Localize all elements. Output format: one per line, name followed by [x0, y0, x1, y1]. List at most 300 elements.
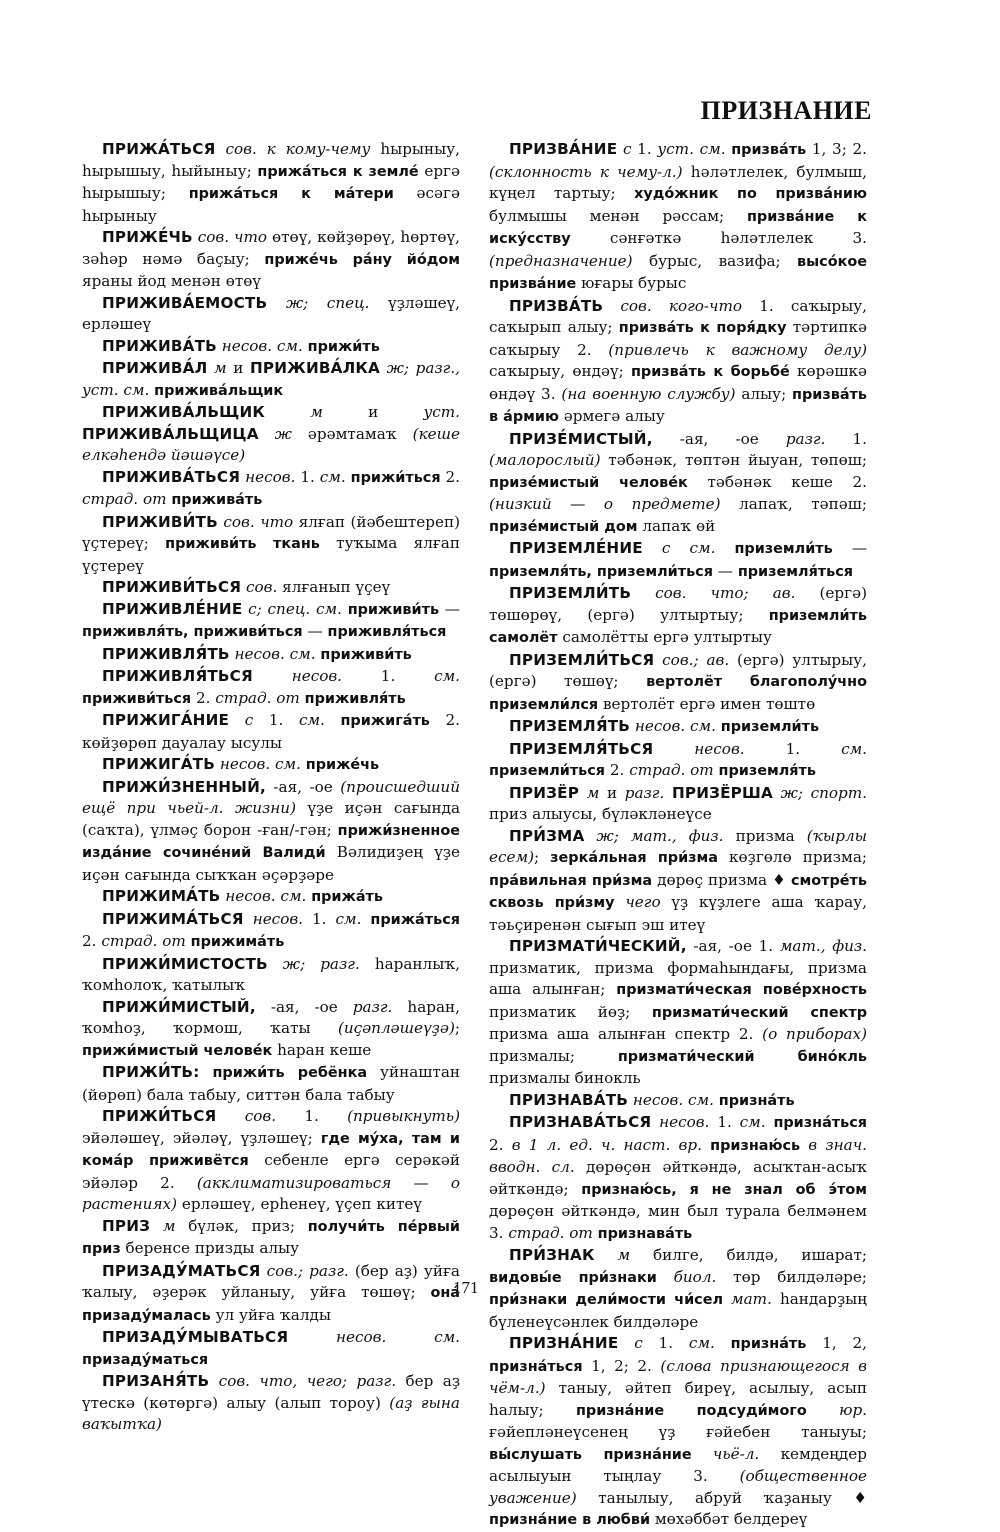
grammar-label: ж; разг., уст. см. — [82, 359, 460, 399]
translation-text: вертолёт ергә имен төштө — [598, 694, 816, 713]
headword: ПРИЗЕМЛЕ́НИЕ — [509, 539, 643, 557]
translation-text: 2. — [191, 688, 216, 707]
dictionary-entry — [489, 538, 867, 583]
example-phrase: приживи́ть — [320, 646, 412, 663]
translation-text: себенле ергә серәкәй эйәләр 2. — [82, 1151, 460, 1192]
grammar-label: в 1 л. ед. ч. наст. вр. — [511, 1135, 711, 1154]
translation-text: үҙ күҙлеге аша ҡарау, тәьҫиренән сығып эш итеү — [489, 893, 867, 934]
grammar-label: в знач. вводн. сл. — [489, 1135, 867, 1176]
grammar-label: (привлечь к важному делу) — [608, 340, 867, 359]
headword: ПРИЖИ́ТЬСЯ — [102, 1107, 217, 1125]
translation-text: ғәйепләнеүсенең үҙ ғәйебен таныуы; — [489, 1423, 867, 1441]
grammar-label: (ҡырлы есем) — [489, 826, 867, 866]
example-phrase: прижа́ться — [370, 911, 460, 928]
translation-text: һәләтлелек, булмыш, күңел тартыу; — [489, 162, 867, 202]
headword: ПРИЖИ́МИСТЫЙ, — [102, 997, 256, 1016]
grammar-label: ж; спорт. — [772, 783, 868, 802]
dictionary-entry — [82, 467, 460, 512]
grammar-label: несов. см. — [628, 1090, 719, 1109]
headword: ПРИЖИВА́ЛЬЩИК — [102, 403, 266, 421]
headword: ПРИЖЕ́ЧЬ — [102, 228, 193, 246]
headword: ПРИЗНА́НИЕ — [509, 1334, 619, 1352]
translation-text: 1. — [717, 1113, 740, 1131]
example-phrase: пра́вильная при́зма — [489, 872, 653, 889]
dictionary-entry — [82, 886, 460, 909]
translation-text: 1, 2, — [806, 1334, 867, 1352]
translation-text: кемдеңдер асылыуын тыңлау 3. — [489, 1444, 867, 1485]
left-column — [82, 139, 460, 1436]
translation-text: көҙгөлө призма; — [718, 848, 867, 866]
translation-text: лапаҡ, тәпәш; — [739, 495, 867, 513]
translation-text: көрәшкә өндәү 3. — [489, 362, 867, 403]
grammar-label: несов. — [252, 667, 381, 685]
dictionary-entry — [82, 336, 460, 359]
example-phrase: приземли́ть самолёт — [489, 607, 867, 646]
dictionary-entry — [489, 296, 867, 429]
headword: ПРИЖА́ТЬСЯ — [102, 140, 216, 158]
example-phrase: видовы́е при́знаки — [489, 1269, 657, 1286]
headword: ПРИЖИ́МИСТОСТЬ — [102, 954, 268, 973]
grammar-label: см. — [739, 1113, 774, 1131]
grammar-label: несов. — [651, 1113, 718, 1131]
translation-text: ; — [534, 848, 551, 866]
grammar-label: ж; мат., физ. — [584, 826, 736, 845]
translation-text: бер аҙ үтескә (көтөргә) алыу (алып тороу) — [82, 1372, 460, 1412]
grammar-label: ж; разг. — [267, 954, 375, 973]
translation-text: — — [439, 599, 461, 618]
translation-text: призмалы; — [489, 1046, 618, 1065]
headword: ПРИЖИВА́ТЬСЯ — [102, 467, 241, 486]
headword: ПРИЗНАВА́ТЬСЯ — [509, 1113, 652, 1131]
grammar-label: (общественное уважение) — [489, 1467, 867, 1507]
translation-text: 1. — [658, 1334, 689, 1352]
grammar-label: с — [618, 1334, 659, 1352]
grammar-label: (предназначение) — [489, 251, 649, 270]
grammar-label: несов. см. — [630, 717, 721, 735]
translation-text: 2. — [605, 761, 630, 779]
dictionary-entry — [82, 1106, 460, 1216]
dictionary-entry — [82, 139, 460, 227]
translation-text: өтөү, көйҙөрөү, һөртөү, зәһәр нәмә баҫыу; — [82, 228, 460, 268]
translation-text: призма — [735, 826, 807, 845]
translation-text: приз алыусы, бүләкләнеүсе — [489, 805, 712, 823]
dictionary-entry — [82, 577, 460, 599]
headword: ПРИЖИ́ТЬ: — [102, 1063, 200, 1081]
translation-text: сәнғәткә һәләтлелек 3. — [570, 229, 867, 247]
translation-text: 1. — [785, 739, 842, 758]
grammar-label: несов. см. — [216, 336, 308, 355]
translation-text: 1. — [300, 467, 320, 486]
grammar-label: несов. см. — [288, 1328, 460, 1346]
example-phrase: приживи́ть ткань — [165, 536, 320, 552]
translation-text: ; — [454, 1019, 460, 1037]
example-phrase: признаю́сь, я не знал об э́том — [581, 1181, 867, 1198]
running-header: ПРИЗНАНИЕ — [700, 96, 872, 125]
headword: ПРИЗЕМЛЯ́ТЬСЯ — [509, 739, 654, 758]
grammar-label: м — [207, 359, 234, 377]
grammar-label: разг. — [624, 783, 672, 802]
dictionary-entry — [82, 644, 460, 667]
example-phrase: призна́ться — [773, 1115, 867, 1131]
example-phrase: призе́мистый челове́к — [489, 474, 688, 491]
grammar-label: (слова признающегося в чём-л.) — [489, 1356, 867, 1397]
grammar-label: ж — [258, 424, 308, 443]
example-phrase: получи́ть пе́рвый приз — [82, 1218, 461, 1257]
grammar-label: страд. от — [215, 688, 305, 707]
grammar-label: см. — [298, 711, 341, 729]
example-phrase: приземля́ть, приземли́ться — [489, 563, 713, 580]
grammar-label: страд. от — [101, 932, 191, 950]
translation-text: 1. — [637, 140, 658, 158]
dictionary-entry — [489, 139, 867, 296]
grammar-label: сов. что — [217, 512, 299, 531]
grammar-label: м — [150, 1216, 189, 1235]
example-phrase: призмати́ческий спектр — [651, 1004, 868, 1021]
translation-text: и — [233, 359, 250, 377]
grammar-label: юр. — [806, 1400, 868, 1419]
example-phrase: прижа́ться к земле́ — [257, 163, 419, 180]
translation-text: бүләк, приз; — [188, 1216, 308, 1235]
example-phrase: призва́ние к иску́сству — [489, 208, 868, 247]
example-phrase: призна́ние подсуди́мого — [575, 1402, 807, 1419]
translation-text: алыу; — [741, 384, 793, 403]
translation-text: и — [368, 403, 424, 421]
translation-text: (ергә) төшөрөү, (ергә) ултыртыу; — [489, 584, 867, 624]
translation-text: тәбәнәк, төптән йыуан, төпөш; — [608, 451, 867, 469]
headword: ПРИЖИВА́Л — [102, 359, 208, 377]
example-phrase: призна́ться — [489, 1358, 583, 1375]
dictionary-entry — [82, 1216, 460, 1261]
grammar-label: (привыкнуть) — [347, 1107, 460, 1125]
translation-text: ерләшеү, ерһенеү, үҫеп китеү — [181, 1195, 422, 1213]
grammar-label: несов. см. — [220, 887, 312, 905]
example-phrase: призна́ние в любви́ — [489, 1512, 651, 1528]
translation-text: 1. — [852, 429, 867, 448]
translation-text: ялғап (йәбештереп) үҫтереү; — [82, 512, 460, 552]
translation-text: -ая, -ое 1. — [686, 937, 780, 955]
headword: ПРИЗАНЯ́ТЬ — [102, 1372, 210, 1390]
grammar-label: разг. — [785, 429, 853, 448]
dictionary-entry — [489, 1245, 867, 1333]
translation-text: призматик йөҙ; — [489, 1002, 652, 1021]
grammar-label: см. — [841, 739, 867, 758]
translation-text: (ергә) ултырыу, (ергә) төшөү; — [489, 650, 868, 690]
grammar-label: несов. — [240, 467, 301, 486]
right-column — [489, 139, 867, 1532]
headword: ПРИЗАДУ́МАТЬСЯ — [102, 1261, 261, 1280]
example-phrase: смотре́ть сквозь при́зму — [489, 872, 867, 911]
grammar-label: уст. см. — [657, 140, 732, 158]
headword: ПРИЗНАВА́ТЬ — [509, 1090, 629, 1109]
grammar-label: несов. см. — [215, 755, 306, 773]
translation-text: 2. көйҙөрөп дауалау ысулы — [82, 711, 460, 752]
headword: ПРИ́ЗМА — [509, 826, 585, 845]
grammar-label: м — [265, 403, 369, 421]
grammar-label: чьё-л. — [691, 1444, 781, 1463]
translation-text: 1. — [268, 711, 299, 729]
headword: ПРИЖИВА́ЛЬЩИЦА — [82, 424, 259, 443]
translation-text: призма аша алынған спектр 2. — [489, 1025, 763, 1043]
dictionary-entry — [82, 512, 460, 578]
example-phrase: прижима́ть — [190, 934, 285, 950]
translation-text: һырыныу, һырышыу, һыйыныу; — [82, 140, 460, 180]
headword: ПРИЖИВИ́ТЬ — [102, 512, 218, 531]
dictionary-entry — [82, 1371, 460, 1436]
translation-text: — — [712, 561, 738, 580]
grammar-label: (низкий — о предмете) — [489, 495, 740, 513]
example-phrase: вы́слушать призна́ние — [489, 1446, 692, 1463]
translation-text: булмышы менән рәссам; — [489, 206, 747, 225]
headword: ПРИЖИГА́ТЬ — [102, 755, 216, 773]
headword: ПРИЗЕМЛИ́ТЬ — [509, 584, 632, 602]
example-phrase: прижива́ть — [171, 492, 263, 508]
translation-text: 1. — [380, 667, 435, 685]
example-phrase: она́ призаду́малась — [82, 1285, 460, 1324]
example-phrase: прижи́мистый челове́к — [82, 1042, 273, 1059]
dictionary-entry — [82, 710, 460, 754]
headword: ПРИЗЕМЛИ́ТЬСЯ — [509, 650, 655, 669]
grammar-label: мат. — [723, 1290, 780, 1308]
example-phrase: призва́ть к борьбе́ — [630, 364, 790, 380]
headword: ПРИЗВА́НИЕ — [509, 140, 618, 158]
headword: ПРИЖИВА́ТЬ — [102, 336, 217, 355]
headword: ПРИЗАДУ́МЫВАТЬСЯ — [102, 1328, 289, 1346]
grammar-label: см. — [688, 1334, 731, 1352]
example-phrase: где му́ха, там и кома́р приживётся — [82, 1130, 460, 1169]
example-phrase: прижи́ть — [307, 338, 380, 355]
example-phrase: прижа́ть — [311, 889, 383, 905]
example-phrase: приземли́ть — [734, 541, 833, 557]
example-phrase: высо́кое призва́ние — [489, 253, 867, 292]
headword: ПРИЖИГА́НИЕ — [102, 711, 230, 729]
translation-text: мөхәббәт белдереү — [650, 1510, 808, 1528]
translation-text: төр билдәләре; — [733, 1267, 867, 1286]
headword: ПРИЖИВА́ЕМОСТЬ — [102, 293, 268, 312]
translation-text: самолётты ергә ултыртыу — [557, 628, 772, 646]
dictionary-entry — [82, 666, 460, 710]
grammar-label: м — [579, 783, 607, 802]
grammar-label: (кеше елкәһендә йәшәүсе) — [82, 424, 460, 464]
grammar-label: несов. — [243, 909, 312, 928]
translation-text: әсәгә һырыныу — [82, 184, 460, 225]
headword: ПРИЗЕМЛЯ́ТЬ — [509, 717, 631, 735]
grammar-label: сов. что, чего; разг. — [209, 1372, 406, 1390]
grammar-label: (иҫәпләшеүҙә) — [337, 1019, 455, 1037]
example-phrase: призмати́ческая пове́рхность — [616, 982, 867, 998]
grammar-label: страд. от — [82, 490, 172, 508]
translation-text: ул уйға ҡалды — [210, 1305, 331, 1324]
grammar-label: сов. что — [192, 228, 273, 246]
translation-text: ергә һырышыу; — [82, 161, 461, 202]
translation-text: 2. — [440, 467, 460, 486]
translation-text: — — [832, 539, 868, 557]
dictionary-entry — [82, 1261, 460, 1328]
grammar-label: с см. — [642, 539, 735, 557]
translation-text: уйнаштан (йөрөп) бала табыу, ситтән бала табыу — [82, 1063, 460, 1104]
headword: ПРИЖИВИ́ТЬСЯ — [102, 578, 242, 596]
translation-text: саҡырыу, өндәү; — [489, 362, 631, 380]
grammar-label: с — [229, 711, 269, 729]
dictionary-entry — [489, 1090, 867, 1113]
translation-text: ялғанып үҫеү — [282, 578, 391, 596]
grammar-label: мат., физ. — [779, 937, 867, 955]
translation-text: 2. — [82, 932, 102, 950]
grammar-label: с — [617, 140, 638, 158]
dictionary-entry — [489, 1112, 867, 1245]
example-phrase: приземли́ться — [489, 763, 606, 779]
headword: ПРИЖИВЛЯ́ТЬСЯ — [102, 667, 253, 685]
translation-text: әрәмтамаҡ — [307, 424, 413, 443]
grammar-label: биол. — [656, 1267, 734, 1286]
example-phrase: признаю́сь — [710, 1137, 801, 1154]
grammar-label: сов. что; ав. — [631, 584, 820, 602]
translation-text: һаранлыҡ, ҡомһолоҡ, ҡатылыҡ — [82, 954, 460, 994]
example-phrase: зерка́льная при́зма — [550, 850, 718, 866]
headword: ПРИЗМАТИ́ЧЕСКИЙ, — [509, 937, 687, 955]
example-phrase: призе́мистый дом — [489, 518, 638, 535]
dictionary-entry — [82, 777, 460, 887]
translation-text: дөрөҫөн әйткәндә, мин был турала белмәнем 3. — [489, 1202, 867, 1242]
translation-text: үҙләшеү, ерләшеү — [82, 293, 460, 333]
grammar-label: (малорослый) — [489, 451, 609, 469]
translation-text: тәбәнәк кеше 2. — [687, 472, 867, 491]
headword: ПРИЖИМА́ТЬ — [102, 887, 221, 905]
headword: ПРИЖИ́ЗНЕННЫЙ, — [102, 777, 266, 796]
grammar-label: (происшедший ещё при чьей-л. жизни) — [82, 777, 460, 817]
example-phrase: приземли́ть — [720, 719, 820, 735]
grammar-label: см. — [434, 667, 461, 685]
headword: ПРИЖИВА́ЛКА — [250, 359, 380, 377]
translation-text: бурыс, вазифа; — [648, 251, 798, 270]
example-phrase: прижа́ться к ма́тери — [188, 186, 394, 202]
example-phrase: прижига́ть — [340, 713, 430, 729]
grammar-label: сов.; ав. — [654, 650, 738, 669]
example-phrase: приже́чь — [305, 757, 380, 773]
translation-text: танылыу, абруй ҡаҙаныу ♦ — [598, 1488, 867, 1507]
translation-text: һандарҙың бүленеүсәнлек билдәләре — [489, 1290, 867, 1331]
headword: ПРИ́ЗНАК — [509, 1246, 595, 1264]
translation-text: -ая, -ое — [652, 429, 786, 448]
translation-text: дөрөҫөн әйткәндә, асыҡтан-асыҡ әйткәндә; — [489, 1158, 867, 1198]
translation-text: 1, 2; 2. — [582, 1356, 661, 1375]
translation-text: 1. — [312, 909, 336, 928]
dictionary-entry — [489, 716, 867, 739]
grammar-label: страд. от — [629, 761, 719, 779]
grammar-label: (на военную службу) — [561, 384, 742, 403]
translation-text: таныу, әйтеп биреү, асылыу, асып һалыу; — [489, 1379, 867, 1419]
grammar-label: (акклиматизироваться — о растениях) — [82, 1173, 460, 1213]
translation-text: и — [606, 783, 625, 802]
headword: ПРИЗ — [102, 1216, 151, 1235]
grammar-label: (аҙ ғына ваҡытҡа) — [82, 1393, 460, 1433]
example-phrase: приживи́ть — [347, 601, 440, 618]
grammar-label: страд. от — [508, 1223, 598, 1242]
dictionary-entry — [82, 954, 460, 997]
dictionary-entry — [82, 997, 460, 1063]
dictionary-entry — [489, 583, 867, 650]
grammar-label: с; спец. см. — [242, 599, 348, 618]
grammar-label: см. — [335, 909, 371, 928]
example-phrase: призмати́ческий бино́кль — [617, 1048, 867, 1065]
example-phrase: вертолёт благополу́чно приземли́лся — [489, 674, 867, 713]
dictionary-entry — [82, 227, 460, 293]
dictionary-entry — [489, 936, 867, 1090]
headword: ПРИЗЁРША — [671, 783, 773, 802]
headword: ПРИЗЕ́МИСТЫЙ, — [509, 429, 653, 448]
translation-text: 2. — [489, 1135, 512, 1154]
translation-text: әрмегә алыу — [558, 407, 665, 425]
example-phrase: призва́ть в а́рмию — [489, 386, 867, 425]
grammar-label: см. — [319, 467, 351, 486]
translation-text: призматик, призма формаһындағы, призма аша алынған; — [489, 958, 867, 998]
example-phrase: призва́ть к поря́дку — [618, 320, 787, 336]
headword: ПРИЗЁР — [509, 783, 580, 802]
translation-text: дөрөҫ призма ♦ — [652, 870, 791, 889]
example-phrase: призаду́маться — [82, 1351, 209, 1368]
dictionary-entry — [82, 1327, 460, 1371]
translation-text: туҡыма ялғап үҫтереү — [82, 534, 460, 575]
translation-text: һаран, ҡомһоҙ, ҡормош, ҡаты — [82, 997, 460, 1037]
example-phrase: при́знаки дели́мости чи́сел — [489, 1292, 724, 1308]
example-phrase: прижи́зненное изда́ние сочине́ний Валиди́ — [82, 822, 460, 861]
grammar-label: сов.; разг. — [260, 1261, 355, 1280]
dictionary-entry — [82, 599, 460, 644]
example-phrase: призна́ть — [730, 1336, 807, 1352]
grammar-label: (о приборах) — [762, 1025, 867, 1043]
example-phrase: приживля́ть, приживи́ться — [82, 624, 303, 640]
translation-text: Вәлидиҙең үҙе иҫән сағында сыҡҡан әҫәрҙәре — [82, 843, 460, 884]
translation-text: билге, билдә, ишарат; — [652, 1246, 868, 1264]
grammar-label: уст. — [423, 403, 461, 421]
grammar-label: сов. к кому-чему — [215, 140, 381, 158]
translation-text: юғары бурыс — [576, 274, 687, 292]
example-phrase: приживля́ть — [304, 690, 406, 707]
grammar-label: чего — [614, 893, 672, 911]
dictionary-entry — [82, 754, 460, 777]
translation-text: призмалы бинокль — [489, 1069, 641, 1087]
dictionary-entry — [82, 402, 460, 467]
dictionary-entry — [489, 826, 867, 937]
translation-text: лапаҡ өй — [637, 516, 716, 535]
example-phrase: призна́ть — [718, 1092, 795, 1109]
grammar-label: сов. — [241, 578, 283, 596]
grammar-label: несов. см. — [229, 644, 321, 663]
translation-text: үҙе иҫән сағында (саҡта), үлмәҫ борон -ған/-гән; — [82, 799, 460, 839]
example-phrase: прижи́ться — [350, 469, 441, 486]
translation-text: — — [302, 622, 328, 640]
grammar-label: сов. кого-что — [603, 296, 760, 315]
dictionary-entry — [489, 1333, 867, 1532]
headword: ПРИЖИМА́ТЬСЯ — [102, 909, 244, 928]
dictionary-entry — [82, 293, 460, 336]
dictionary-entry — [489, 783, 867, 826]
grammar-label: разг. — [352, 997, 408, 1016]
dictionary-entry — [82, 1062, 460, 1106]
grammar-label: (склонность к чему-л.) — [489, 162, 691, 181]
page-number: 171 — [453, 1278, 479, 1297]
translation-text: 1. саҡырыу, саҡырып алыу; — [489, 296, 867, 336]
translation-text: 1. — [304, 1107, 348, 1125]
dictionary-entry — [82, 909, 460, 954]
example-phrase: приже́чь ра́ну йо́дом — [264, 251, 460, 268]
translation-text: беренсе призды алыу — [120, 1239, 300, 1257]
example-phrase: приземля́ть — [718, 763, 816, 779]
translation-text: 1, 3; 2. — [806, 140, 867, 158]
grammar-label: несов. — [653, 739, 786, 758]
translation-text: тәртипкә саҡырыу 2. — [489, 318, 867, 359]
translation-text: һаран кеше — [272, 1040, 372, 1059]
translation-text: -ая, -ое — [265, 777, 341, 796]
